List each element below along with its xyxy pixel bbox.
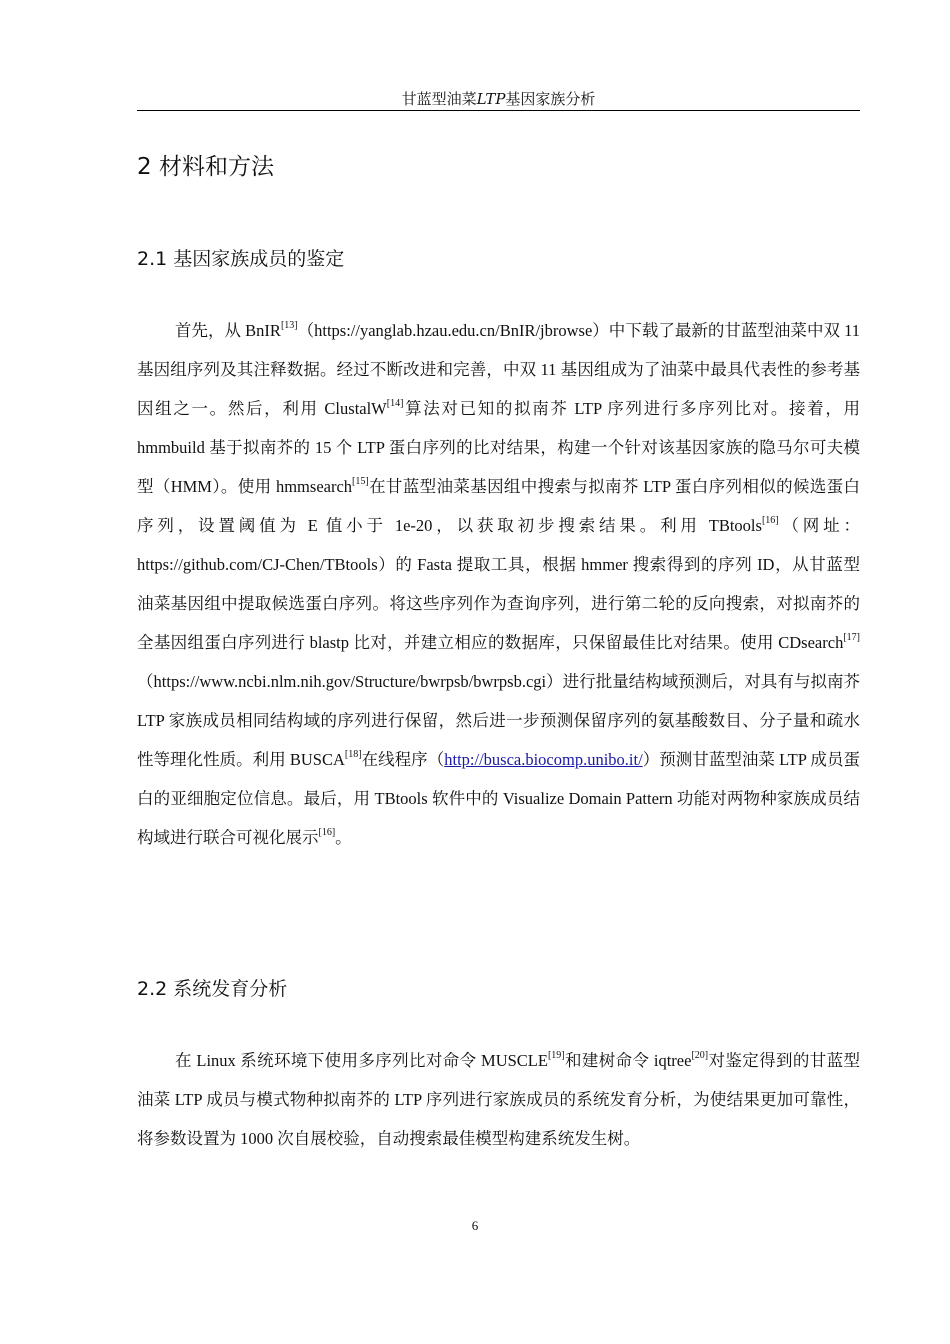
citation: [20] xyxy=(691,1050,709,1061)
citation: [19] xyxy=(547,1050,565,1061)
page-number: 6 xyxy=(471,1218,479,1233)
busca-link[interactable]: http://busca.biocomp.unibo.it/ xyxy=(444,750,643,769)
text-run: （网址：https://github.com/CJ-Chen/TBtools）的 Fasta 提取工具，根据 hmmer 搜索得到的序列 ID，从甘蓝型油菜基因组中提取候选蛋白序列。将这些序列作为查询序列，进行第二轮的反向搜索，对拟南芥的全基因组蛋白序列进行 blastp 比对，并建立相应的数据库，只保留最佳比对结果。使用 CDsearch xyxy=(137,516,861,652)
text-run: 对鉴定得到的甘蓝型油菜 LTP 成员与模式物种拟南芥的 LTP 序列进行家族成员的系统发育分析，为使结果更加可靠性，将参数设置为 1000 次自展校验，自动搜索最佳模型构建系统发生树。 xyxy=(137,1051,860,1148)
text-run: 算法对已知的拟南芥 LTP 序列进行多序列比对。接着，用 hmmbuild 基于拟南芥的 15 个 LTP 蛋白序列的比对结果，构建一个针对该基因家族的隐马尔可夫模型（HMM）。使用 hmmsearch xyxy=(137,399,860,496)
header-suffix: 基因家族分析 xyxy=(505,90,596,108)
text-run: （https://www.ncbi.nlm.nih.gov/Structure/bwrpsb/bwrpsb.cgi）进行批量结构域预测后，对具有与拟南芥 LTP 家族成员相同结构域的序列进行保留，然后进一步预测保留序列的氨基酸数目、分子量和疏水性等理化性质。利用 BUSCA xyxy=(137,672,860,769)
citation: [13] xyxy=(280,320,298,331)
text-run: 在线程序（ xyxy=(361,750,445,769)
paragraph-2-2 xyxy=(137,1041,860,1158)
text-run: 和建树命令 iqtree xyxy=(564,1051,692,1070)
text-run: 。 xyxy=(335,828,352,847)
text-run: ）预测甘蓝型油菜 LTP 成员蛋白的亚细胞定位信息。最后，用 TBtools 软件中的 Visualize Domain Pattern 功能对两物种家族成员结构域进行联合可视化展示 xyxy=(137,750,860,847)
paragraph-2-1 xyxy=(137,311,860,857)
text-run: 在 Linux 系统环境下使用多序列比对命令 MUSCLE xyxy=(175,1051,548,1070)
text-run: 首先，从 BnIR xyxy=(175,321,281,340)
citation: [16] xyxy=(761,515,779,526)
citation: [16] xyxy=(318,827,336,838)
citation: [17] xyxy=(843,632,860,643)
section-heading: 2 材料和方法 xyxy=(137,154,274,180)
text-run: （https://yanglab.hzau.edu.cn/BnIR/jbrowse）中下载了最新的甘蓝型油菜中双 11 基因组序列及其注释数据。经过不断改进和完善，中双 11 基因组成为了油菜中最具代表性的参考基因组之一。然后，利用 ClustalW xyxy=(137,321,860,418)
subsection-heading-2-2: 2.2 系统发育分析 xyxy=(137,978,288,1000)
citation: [15] xyxy=(352,476,369,487)
header-rule xyxy=(137,110,860,111)
subsection-heading-2-1: 2.1 基因家族成员的鉴定 xyxy=(137,248,345,270)
running-header xyxy=(137,88,860,109)
citation: [14] xyxy=(386,398,404,409)
text-run: 在甘蓝型油菜基因组中搜索与拟南芥 LTP 蛋白序列相似的候选蛋白序列，设置阈值为 E 值小于 1e-20，以获取初步搜索结果。利用 TBtools xyxy=(137,477,860,535)
header-prefix: 甘蓝型油菜 xyxy=(401,90,477,108)
header-italic-term: LTP xyxy=(476,90,506,108)
citation: [18] xyxy=(344,749,362,760)
